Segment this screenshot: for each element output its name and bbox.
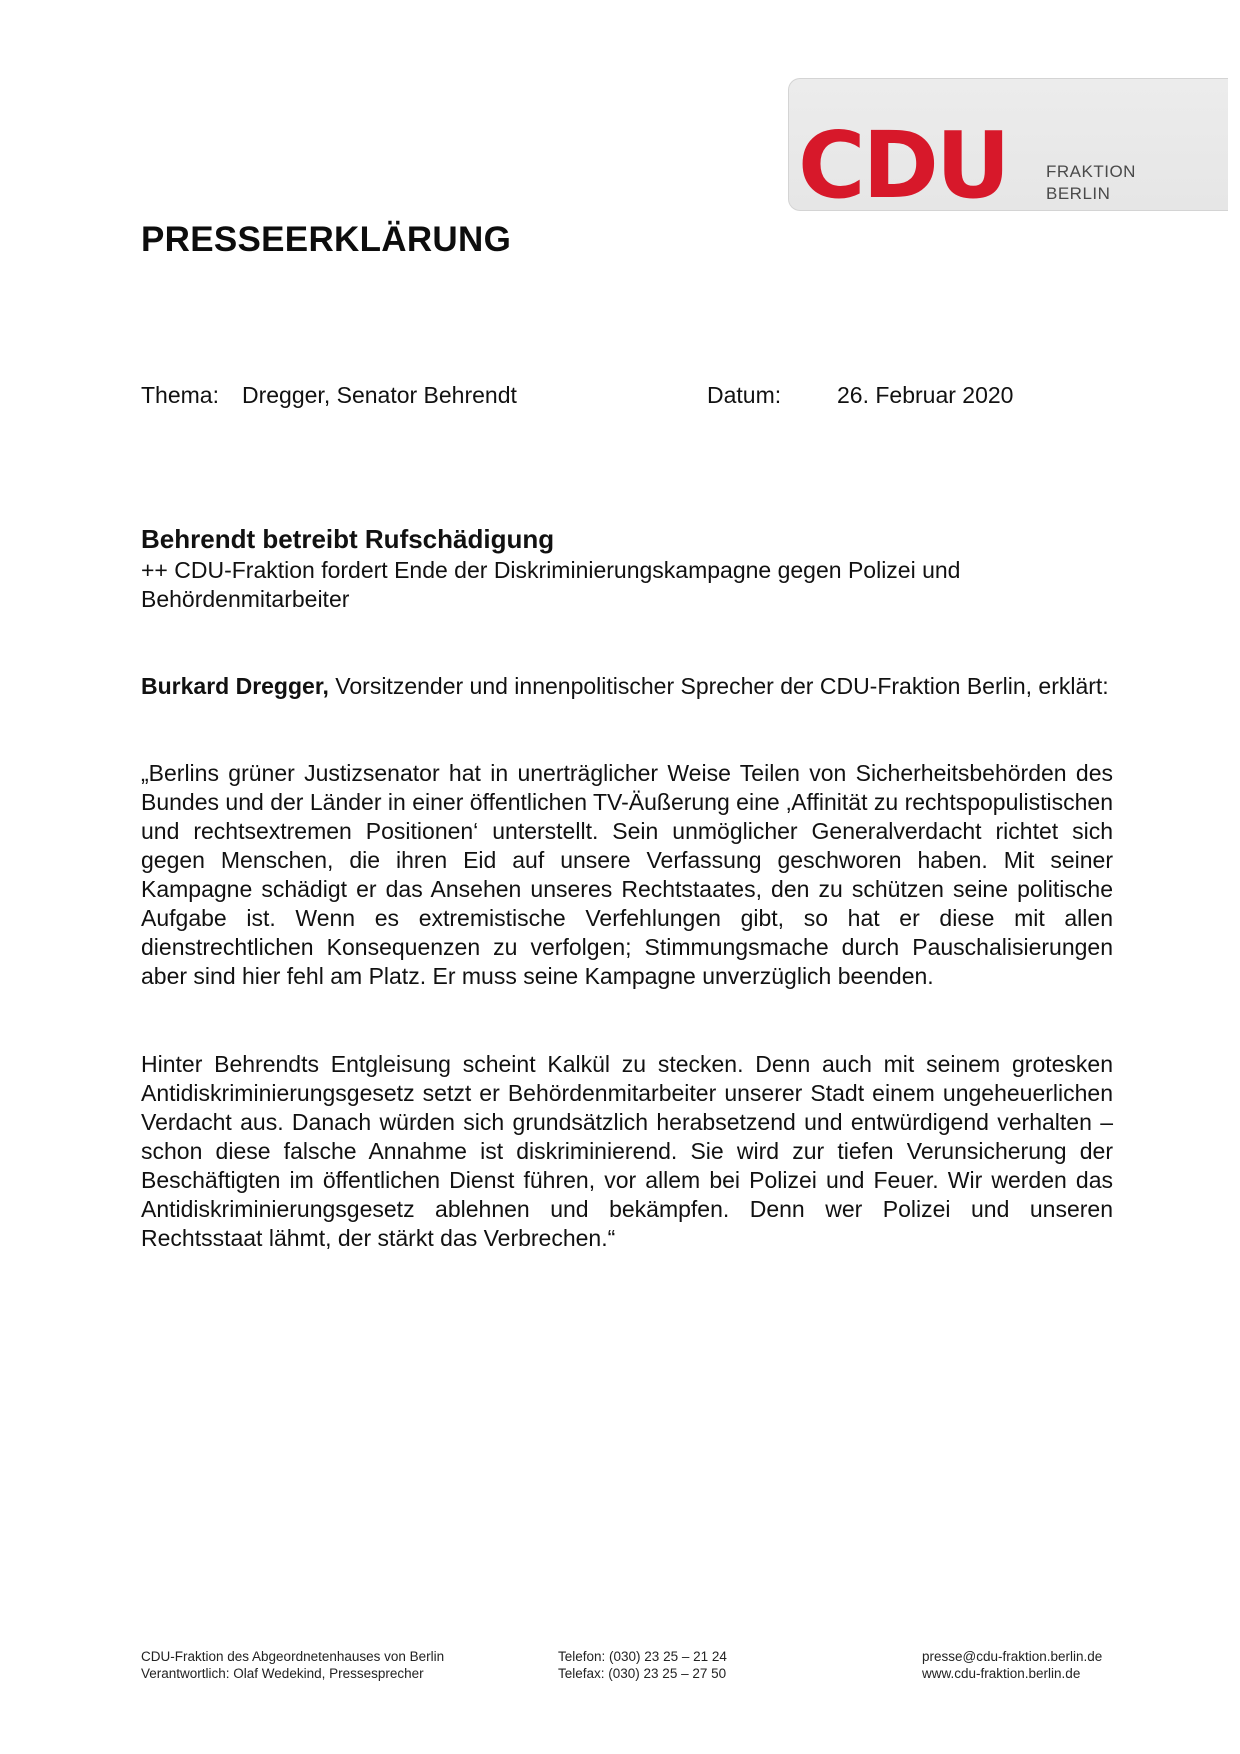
logo-subtitle [1046, 161, 1136, 205]
footer-responsible: Verantwortlich: Olaf Wedekind, Pressesprecher [141, 1666, 424, 1681]
intro-paragraph [141, 672, 1113, 701]
topic-value: Dregger, Senator Behrendt [242, 382, 517, 408]
date-label: Datum: [707, 382, 782, 408]
speaker-role: Vorsitzender und innenpolitischer Sprecher der CDU-Fraktion Berlin, erklärt: [328, 673, 1109, 699]
logo-line-berlin: BERLIN [1046, 184, 1111, 203]
document-title: PRESSEERKLÄRUNG [141, 220, 512, 259]
footer-website: www.cdu-fraktion.berlin.de [922, 1666, 1081, 1681]
date-value: 26. Februar 2020 [837, 382, 1014, 408]
footer-fax: Telefax: (030) 23 25 – 27 50 [558, 1666, 727, 1681]
cdu-logo: CDU [798, 112, 1008, 219]
footer-org-name: CDU-Fraktion des Abgeordnetenhauses von Berlin [141, 1649, 445, 1664]
footer-contact-online [922, 1648, 1102, 1682]
footer-organization [141, 1648, 444, 1682]
statement-paragraph-1: „Berlins grüner Justizsenator hat in unerträglicher Weise Teilen von Sicherheitsbehörden des Bundes und der Länder in einer öffentlichen TV-Äußerung eine ‚Affinität zu rechtspopulistischen und rechtsextremen Positionen‘ unterstellt. Sein unmöglicher Generalverdacht richtet sich gegen Menschen, die ihren Eid auf unsere Verfassung geschworen haben. Mit seiner Kampagne schädigt er das Ansehen unseres Rechtstaates, den zu schützen seine politische Aufgabe ist. Wenn es extremistische Verfehlungen gibt, so hat er diese mit allen dienstrechtlichen Konsequenzen zu verfolgen; Stimmungsmache durch Pauschalisierungen aber sind hier fehl am Platz. Er muss seine Kampagne unverzüglich beenden. [141, 760, 1113, 989]
press-headline: Behrendt betreibt Rufschädigung [141, 524, 555, 554]
footer-email: presse@cdu-fraktion.berlin.de [922, 1649, 1103, 1664]
topic-label: Thema: [141, 382, 219, 408]
statement-paragraph-2: Hinter Behrendts Entgleisung scheint Kalkül zu stecken. Denn auch mit seinem grotesken Antidiskriminierungsgesetz setzt er Behördenmitarbeiter unserer Stadt einem ungeheuerlichen Verdacht aus. Danach würden sich grundsätzlich herabsetzend und entwürdigend verhalten – schon diese falsche Annahme ist diskriminierend. Sie wird zur tiefen Verunsicherung der Beschäftigten im öffentlichen Dienst führen, vor allem bei Polizei und Feuer. Wir werden das Antidiskriminierungsgesetz ablehnen und bekämpfen. Denn wer Polizei und unseren Rechtsstaat lähmt, der stärkt das Verbrechen.“ [141, 1051, 1113, 1251]
press-subtitle: ++ CDU-Fraktion fordert Ende der Diskriminierungskampagne gegen Polizei und Behördenmitarbeiter [141, 557, 961, 612]
footer-phone: Telefon: (030) 23 25 – 21 24 [558, 1649, 727, 1664]
speaker-name: Burkard Dregger, [141, 673, 329, 699]
footer-contact-phone [558, 1648, 727, 1682]
logo-line-fraktion: FRAKTION [1046, 162, 1136, 181]
